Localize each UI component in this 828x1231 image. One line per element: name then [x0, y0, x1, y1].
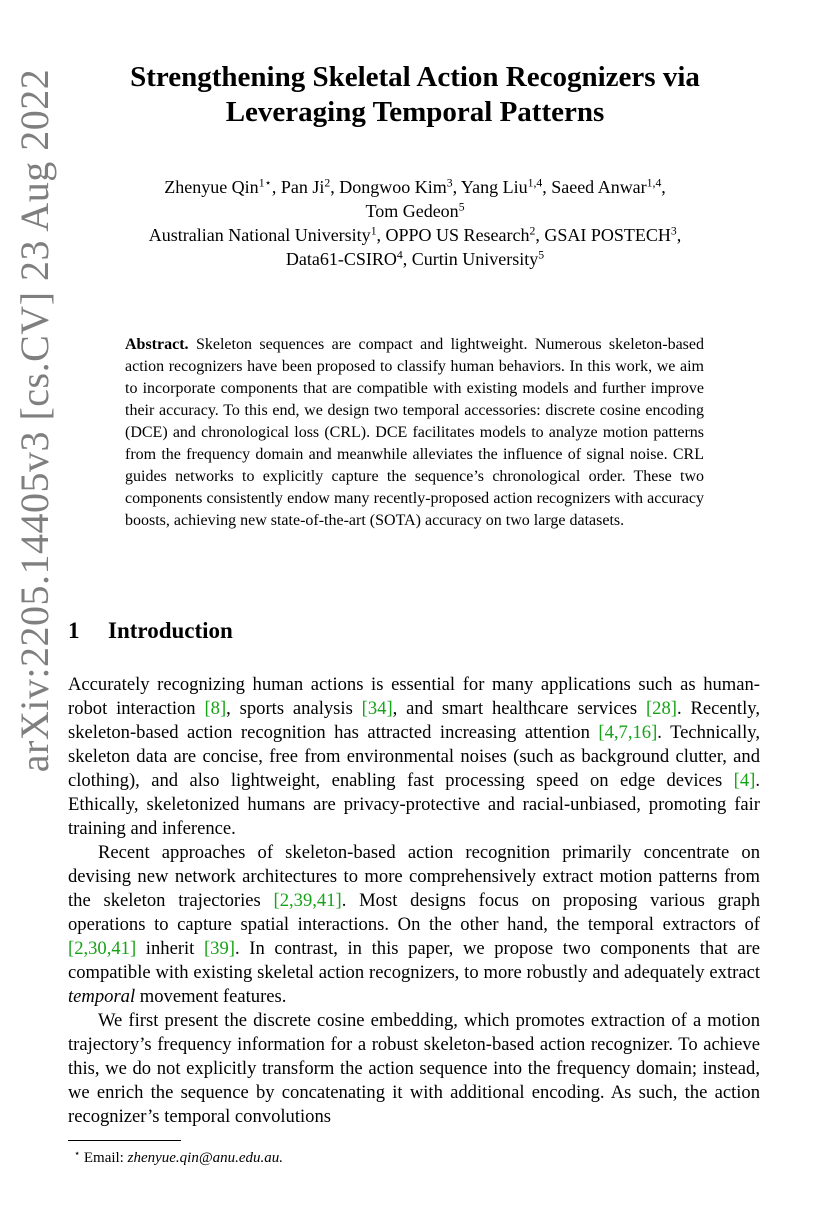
- paragraph-text: inherit: [136, 938, 204, 959]
- paragraph-2: [68, 841, 760, 1009]
- author-name: Dongwoo Kim: [339, 177, 447, 197]
- citation-link[interactable]: [4]: [733, 770, 756, 791]
- paragraph-text: Recent approaches of skeleton-based action recognition primarily concentrate on devising new network architectures to more comprehensively extract motion patterns from the skeleton trajectories: [68, 842, 760, 911]
- author-name: Yang Liu: [460, 177, 528, 197]
- body-text: [68, 673, 760, 1129]
- citation-link[interactable]: [34]: [361, 698, 393, 719]
- section-title-text: Introduction: [108, 618, 233, 643]
- affiliation-sup: 3: [670, 224, 677, 238]
- affiliation-name: Australian National University: [148, 225, 371, 245]
- affiliation-name: Curtin University: [411, 249, 539, 269]
- footnote-rule: [68, 1140, 181, 1141]
- author-sup: 3: [446, 176, 453, 190]
- paragraph-text: , sports analysis: [226, 698, 362, 719]
- paragraph-text: We first present the discrete cosine embedding, which promotes extraction of a motion trajectory’s frequency information for a robust skeleton-based action recognizer. To achieve this, we do not explicitly transform the action sequence into the frequency domain; instead, we enrich the sequence by concatenating it with additional encoding. As such, the action recognizer’s temporal convolutions: [68, 1010, 760, 1127]
- affiliation-sup: 5: [538, 248, 545, 262]
- citation-link[interactable]: [2,39,41]: [273, 890, 342, 911]
- affiliation-sup: 4: [396, 248, 403, 262]
- citation-link[interactable]: [28]: [645, 698, 677, 719]
- author-name: Zhenyue Qin: [164, 177, 259, 197]
- footnote-label: Email:: [83, 1150, 124, 1166]
- paragraph-text: . Recently, skeleton-based action recognition has attracted increasing attention: [68, 698, 760, 743]
- citation-link[interactable]: [8]: [204, 698, 227, 719]
- citation-link[interactable]: [4,7,16]: [598, 722, 658, 743]
- abstract-text: Skeleton sequences are compact and lightweight. Numerous skeleton-based action recognizers have been proposed to classify human behaviors. In this work, we aim to incorporate components that are compatible with existing models and further improve their accuracy. To this end, we design two temporal accessories: discrete cosine encoding (DCE) and chronological loss (CRL). DCE facilitates models to analyze motion patterns from the frequency domain and meanwhile alleviates the influence of signal noise. CRL guides networks to explicitly capture the sequence’s chronological order. These two components consistently endow many recently-proposed action recognizers with accuracy boosts, achieving new state-of-the-art (SOTA) accuracy on two large datasets.: [125, 336, 705, 529]
- abstract: [125, 334, 704, 532]
- citation-link[interactable]: [39]: [203, 938, 235, 959]
- paragraph-text: . Ethically, skeletonized humans are privacy-protective and racial-unbiased, promoting fair training and inference.: [68, 770, 760, 839]
- title-line-2: Leveraging Temporal Patterns: [225, 96, 605, 128]
- affiliation-name: GSAI POSTECH: [544, 225, 671, 245]
- paragraph-text: . In contrast, in this paper, we propose two components that are compatible with existing skeletal action recognizers, to more robustly and adequately extract: [68, 938, 760, 983]
- abstract-label: Abstract.: [125, 336, 189, 353]
- paragraph-text: , and smart healthcare services: [392, 698, 646, 719]
- affiliation-line-1: Australian National University$^1$, OPPO US Research$^2$, GSAI POSTECH$^3$,: [148, 224, 682, 245]
- affiliation-sup: 1: [370, 224, 377, 238]
- affiliation-name: OPPO US Research: [385, 225, 530, 245]
- author-sup: 5: [458, 200, 465, 214]
- footnote-mark: ⋆: [74, 1148, 81, 1160]
- emphasis-text: temporal: [68, 986, 136, 1007]
- author-name: Tom Gedeon: [365, 201, 459, 221]
- paragraph-3: [68, 1009, 760, 1129]
- author-line-2: [70, 199, 760, 223]
- footnote: [74, 1148, 283, 1168]
- author-sup: 1⋆: [258, 176, 272, 190]
- affiliation-sup: 2: [529, 224, 536, 238]
- author-name: Pan Ji: [280, 177, 325, 197]
- author-sup: 1,4: [527, 176, 543, 190]
- paragraph-text: . Technically, skeleton data are concise, free from environmental noises (such as background clutter, and clothing), and also lightweight, enabling fast processing speed on edge devices: [68, 722, 760, 791]
- section-heading: [68, 618, 233, 644]
- footnote-email-link[interactable]: zhenyue.qin@anu.edu.au.: [127, 1150, 284, 1166]
- affiliation-name: Data61-CSIRO: [285, 249, 397, 269]
- paper-title: [70, 60, 760, 130]
- author-line-1: Zhenyue Qin$^{1⋆}$, Pan Ji$^2$, Dongwoo Kim$^3$, Yang Liu$^{1,4}$, Saeed Anwar$^{1,4}$,: [164, 176, 666, 197]
- arxiv-identifier: [10, 60, 60, 780]
- paragraph-text: movement features.: [135, 986, 287, 1007]
- author-sup: 2: [324, 176, 331, 190]
- paragraph-1: [68, 673, 760, 841]
- paragraph-text: Accurately recognizing human actions is essential for many applications such as human-robot interaction: [68, 674, 760, 719]
- affiliation-line-2: Data61-CSIRO$^4$, Curtin University$^5$: [285, 248, 545, 269]
- citation-link[interactable]: [2,30,41]: [68, 938, 137, 959]
- paragraph-text: . Most designs focus on proposing various graph operations to capture spatial interactions. On the other hand, the temporal extractors of: [68, 890, 760, 935]
- author-name: Saeed Anwar: [551, 177, 647, 197]
- title-line-1: Strengthening Skeletal Action Recognizers via: [130, 61, 700, 93]
- author-sup: 1,4: [646, 176, 662, 190]
- section-number: 1: [68, 618, 80, 643]
- arxiv-identifier-text: arXiv:2205.14405v3 [cs.CV] 23 Aug 2022: [12, 68, 58, 772]
- author-block: [70, 175, 760, 271]
